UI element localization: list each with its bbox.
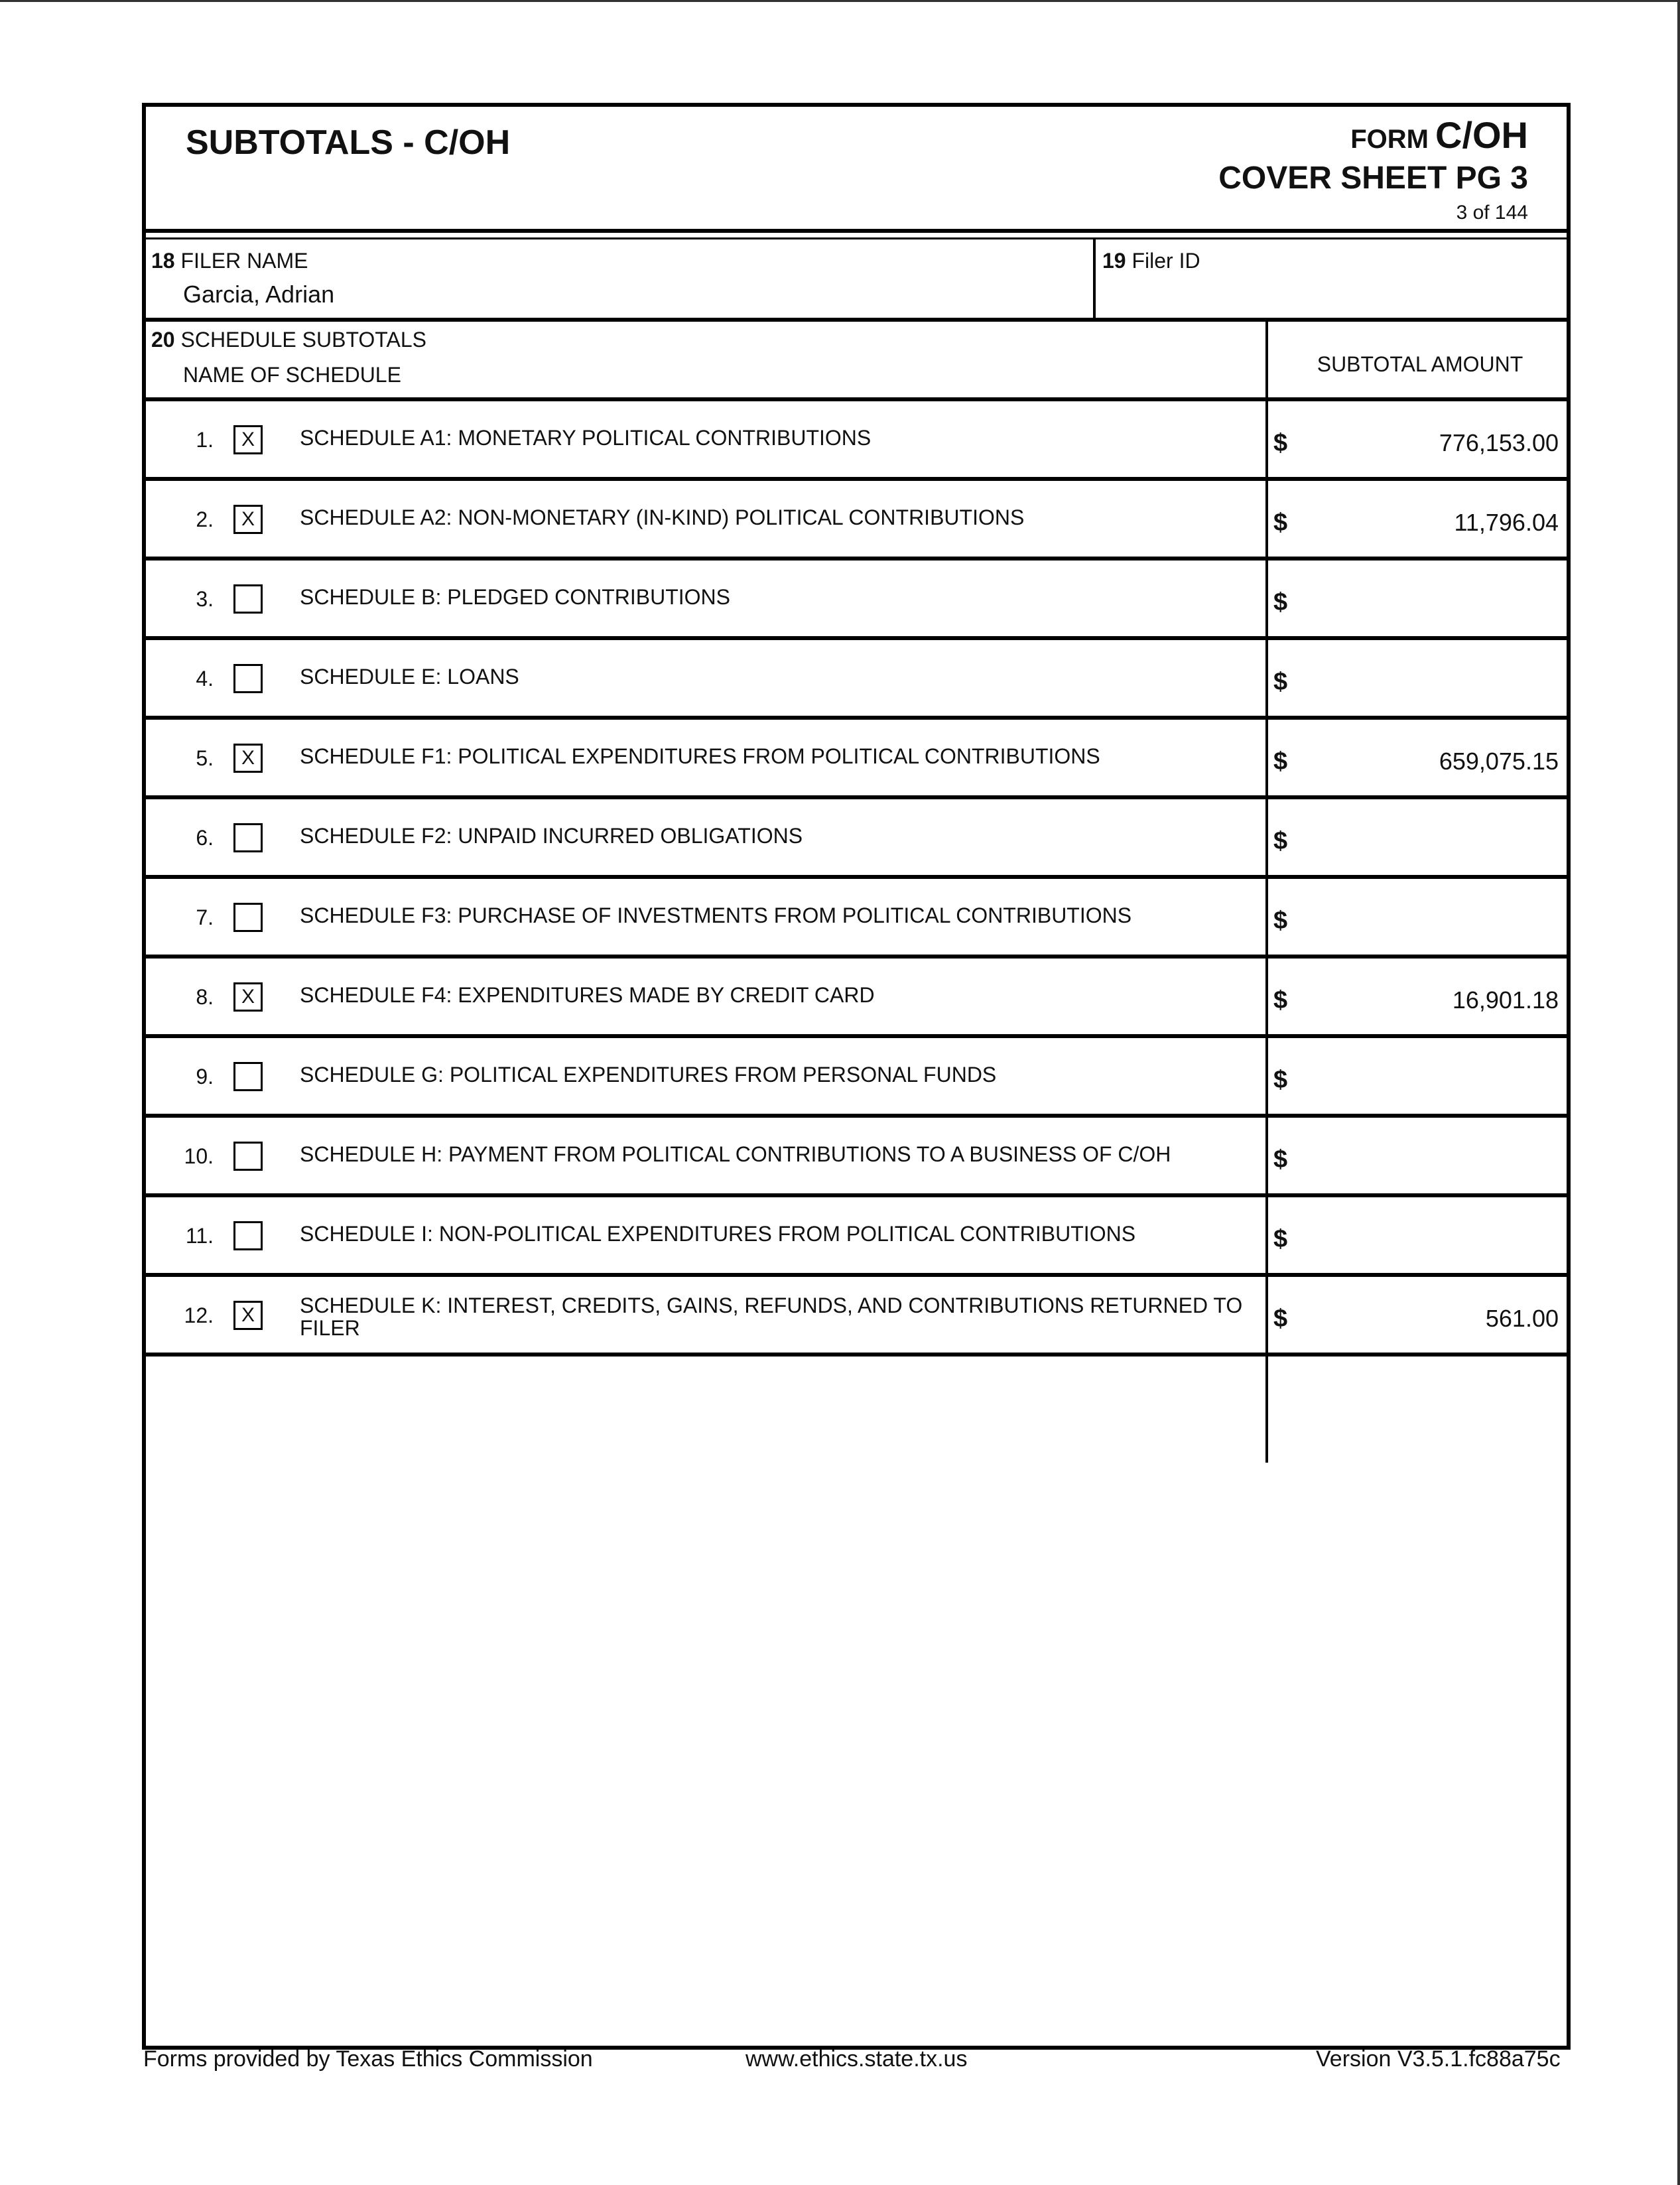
schedule-checkbox[interactable]: X — [233, 425, 263, 454]
row-number: 1. — [196, 428, 214, 452]
field-number: 18 — [151, 249, 175, 273]
schedule-checkbox[interactable] — [233, 664, 263, 693]
divider — [146, 237, 1567, 239]
schedule-subtotals-label — [151, 328, 426, 352]
schedule-description: SCHEDULE G: POLITICAL EXPENDITURES FROM PERSONAL FUNDS — [300, 1063, 997, 1087]
schedule-description: SCHEDULE H: PAYMENT FROM POLITICAL CONTRIBUTIONS TO A BUSINESS OF C/OH — [300, 1142, 1171, 1166]
schedule-row — [146, 959, 1567, 1038]
subtotal-amount: 561.00 — [1485, 1305, 1559, 1332]
page-count: 3 of 144 — [1456, 202, 1528, 224]
schedule-row — [146, 1197, 1567, 1277]
row-number: 11. — [185, 1224, 214, 1248]
schedule-description: SCHEDULE K: INTEREST, CREDITS, GAINS, REFUNDS, AND CONTRIBUTIONS RETURNED TO FILER — [300, 1293, 1243, 1340]
subtotal-amount: 16,901.18 — [1452, 986, 1559, 1014]
row-number: 6. — [196, 826, 214, 850]
currency-symbol: $ — [1273, 509, 1288, 537]
row-number: 2. — [196, 507, 214, 531]
row-number: 7. — [196, 905, 214, 929]
field-number: 20 — [151, 328, 175, 352]
field-label: SCHEDULE SUBTOTALS — [180, 328, 426, 352]
row-divider — [146, 1353, 1567, 1357]
schedule-row — [146, 799, 1567, 879]
schedule-row — [146, 1277, 1567, 1357]
subtotal-amount: 776,153.00 — [1439, 429, 1559, 456]
subtotals-form — [142, 103, 1571, 2050]
currency-symbol: $ — [1273, 668, 1288, 696]
row-number: 9. — [196, 1065, 214, 1089]
currency-symbol: $ — [1273, 748, 1288, 775]
subtotal-amount-header: SUBTOTAL AMOUNT — [1317, 352, 1523, 376]
page-edge-top — [0, 0, 1680, 2]
schedule-description: SCHEDULE F3: PURCHASE OF INVESTMENTS FROM POLITICAL CONTRIBUTIONS — [300, 903, 1132, 927]
currency-symbol: $ — [1273, 907, 1288, 935]
divider — [146, 318, 1567, 322]
currency-symbol: $ — [1273, 1305, 1288, 1333]
schedule-row — [146, 640, 1567, 720]
filer-id-label — [1102, 249, 1200, 273]
currency-symbol: $ — [1273, 1146, 1288, 1173]
schedule-checkbox[interactable] — [233, 1142, 263, 1171]
schedule-description: SCHEDULE A2: NON-MONETARY (IN-KIND) POLITICAL CONTRIBUTIONS — [300, 505, 1025, 529]
schedule-row — [146, 401, 1567, 481]
currency-symbol: $ — [1273, 1066, 1288, 1094]
subtotal-amount: 659,075.15 — [1439, 748, 1559, 775]
form-title: SUBTOTALS - C/OH — [186, 123, 511, 162]
cover-sheet-label: COVER SHEET PG 3 — [1218, 161, 1528, 196]
filer-name-value: Garcia, Adrian — [183, 281, 335, 308]
currency-symbol: $ — [1273, 429, 1288, 457]
field-label: FILER NAME — [180, 249, 308, 273]
field-number: 19 — [1102, 249, 1126, 273]
page-edge-right — [1677, 0, 1680, 2185]
schedule-description: SCHEDULE I: NON-POLITICAL EXPENDITURES FROM POLITICAL CONTRIBUTIONS — [300, 1222, 1136, 1246]
schedule-row — [146, 1038, 1567, 1118]
schedule-description: SCHEDULE A1: MONETARY POLITICAL CONTRIBUTIONS — [300, 426, 872, 450]
row-number: 5. — [196, 746, 214, 770]
row-number: 3. — [196, 587, 214, 611]
schedule-checkbox[interactable]: X — [233, 744, 263, 773]
currency-symbol: $ — [1273, 986, 1288, 1014]
form-id — [1350, 113, 1528, 157]
row-number: 4. — [196, 667, 214, 691]
schedule-description: SCHEDULE F1: POLITICAL EXPENDITURES FROM POLITICAL CONTRIBUTIONS — [300, 744, 1100, 768]
filer-name-label — [151, 249, 308, 273]
schedule-checkbox[interactable] — [233, 903, 263, 932]
schedule-description: SCHEDULE F4: EXPENDITURES MADE BY CREDIT CARD — [300, 983, 875, 1007]
currency-symbol: $ — [1273, 588, 1288, 616]
schedule-checkbox[interactable] — [233, 1062, 263, 1091]
subtotal-amount: 11,796.04 — [1454, 509, 1559, 536]
footer-version: Version V3.5.1.fc88a75c — [1316, 2046, 1561, 2072]
field-label: Filer ID — [1131, 249, 1200, 273]
schedule-description: SCHEDULE F2: UNPAID INCURRED OBLIGATIONS — [300, 824, 803, 848]
schedule-description: SCHEDULE B: PLEDGED CONTRIBUTIONS — [300, 585, 730, 609]
currency-symbol: $ — [1273, 1225, 1288, 1253]
footer-url: www.ethics.state.tx.us — [745, 2046, 968, 2072]
schedule-row — [146, 879, 1567, 959]
schedule-description: SCHEDULE E: LOANS — [300, 665, 519, 689]
currency-symbol: $ — [1273, 827, 1288, 855]
form-word: FORM — [1350, 125, 1429, 154]
schedule-checkbox[interactable]: X — [233, 505, 263, 534]
schedule-row — [146, 481, 1567, 561]
divider — [146, 229, 1567, 233]
divider — [1093, 238, 1096, 318]
schedule-row — [146, 561, 1567, 640]
footer-provider: Forms provided by Texas Ethics Commission — [143, 2046, 593, 2072]
row-number: 12. — [184, 1303, 214, 1327]
schedule-row — [146, 720, 1567, 799]
schedule-row — [146, 1118, 1567, 1197]
schedule-checkbox[interactable] — [233, 823, 263, 852]
row-number: 8. — [196, 985, 214, 1009]
form-code: C/OH — [1435, 114, 1528, 156]
schedule-checkbox[interactable]: X — [233, 1301, 263, 1330]
schedule-checkbox[interactable] — [233, 1221, 263, 1250]
row-number: 10. — [184, 1144, 214, 1168]
name-of-schedule-label: NAME OF SCHEDULE — [183, 363, 401, 387]
schedule-checkbox[interactable]: X — [233, 982, 263, 1012]
schedule-checkbox[interactable] — [233, 584, 263, 614]
